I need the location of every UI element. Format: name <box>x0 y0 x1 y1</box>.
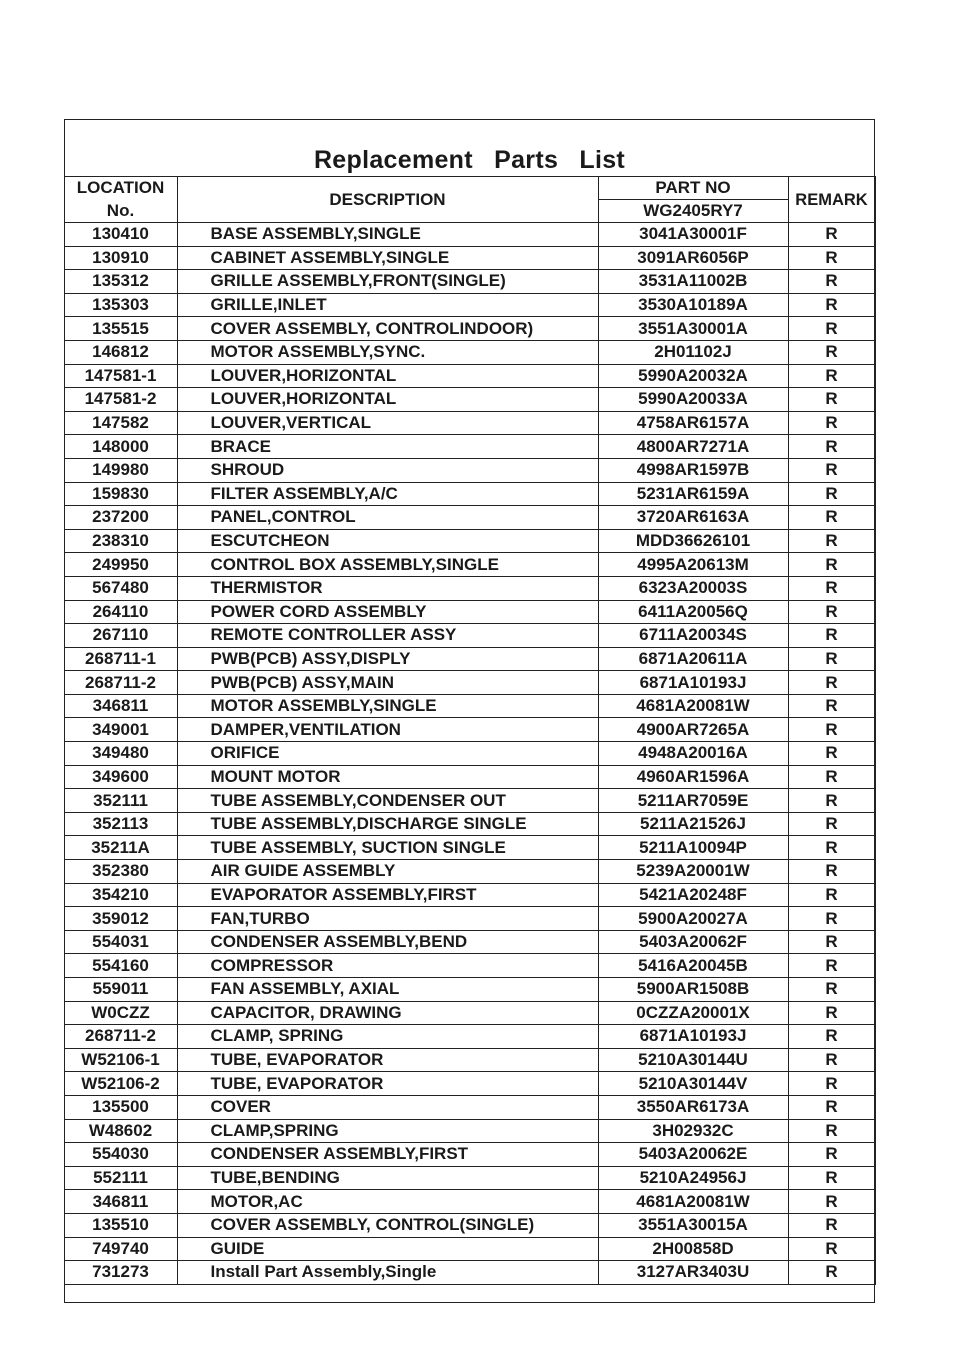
parts-list-sheet <box>64 119 875 1303</box>
remark-cell: R <box>788 1213 875 1237</box>
part-no-cell: 3127AR3403U <box>598 1261 788 1285</box>
remark-cell: R <box>788 978 875 1002</box>
table-row <box>64 694 875 718</box>
description-cell: POWER CORD ASSEMBLY <box>177 600 598 624</box>
table-row <box>64 388 875 412</box>
part-no-cell: 6323A20003S <box>598 576 788 600</box>
part-no-cell: 4960AR1596A <box>598 765 788 789</box>
location-cell: 346811 <box>64 1190 177 1214</box>
part-no-cell: 3091AR6056P <box>598 246 788 270</box>
location-cell: 249950 <box>64 553 177 577</box>
remark-cell: R <box>788 482 875 506</box>
table-row <box>64 411 875 435</box>
table-row <box>64 1143 875 1167</box>
location-cell: W48602 <box>64 1119 177 1143</box>
part-no-cell: 5210A30144U <box>598 1048 788 1072</box>
remark-cell: R <box>788 293 875 317</box>
header-part-no: PART NO <box>598 177 788 200</box>
remark-cell: R <box>788 364 875 388</box>
remark-cell: R <box>788 1048 875 1072</box>
description-cell: CONTROL BOX ASSEMBLY,SINGLE <box>177 553 598 577</box>
page-title: Replacement Parts List <box>313 146 626 174</box>
part-no-cell: 5421A20248F <box>598 883 788 907</box>
part-no-cell: 5211A21526J <box>598 812 788 836</box>
part-no-cell: 2H00858D <box>598 1237 788 1261</box>
location-cell: 135312 <box>64 270 177 294</box>
remark-cell: R <box>788 671 875 695</box>
table-row <box>64 482 875 506</box>
part-no-cell: 4998AR1597B <box>598 458 788 482</box>
part-no-cell: 3530A10189A <box>598 293 788 317</box>
part-no-cell: 3041A30001F <box>598 223 788 247</box>
part-no-cell: 5211AR7059E <box>598 789 788 813</box>
remark-cell: R <box>788 435 875 459</box>
location-cell: 554031 <box>64 930 177 954</box>
location-cell: 135500 <box>64 1095 177 1119</box>
remark-cell: R <box>788 506 875 530</box>
table-row <box>64 671 875 695</box>
remark-cell: R <box>788 883 875 907</box>
location-cell: 135303 <box>64 293 177 317</box>
table-row <box>64 1048 875 1072</box>
description-cell: CAPACITOR, DRAWING <box>177 1001 598 1025</box>
table-row <box>64 293 875 317</box>
remark-cell: R <box>788 836 875 860</box>
location-cell: 135510 <box>64 1213 177 1237</box>
location-cell: 567480 <box>64 576 177 600</box>
location-cell: 149980 <box>64 458 177 482</box>
location-cell: W0CZZ <box>64 1001 177 1025</box>
table-row <box>64 1072 875 1096</box>
remark-cell: R <box>788 1095 875 1119</box>
part-no-cell: 5210A30144V <box>598 1072 788 1096</box>
remark-cell: R <box>788 1237 875 1261</box>
description-cell: FAN ASSEMBLY, AXIAL <box>177 978 598 1002</box>
table-row <box>64 270 875 294</box>
location-cell: 147581-1 <box>64 364 177 388</box>
location-cell: 146812 <box>64 340 177 364</box>
part-no-cell: 0CZZA20001X <box>598 1001 788 1025</box>
location-cell: 349480 <box>64 742 177 766</box>
part-no-cell: 6871A10193J <box>598 671 788 695</box>
parts-table <box>64 176 876 1285</box>
description-cell: LOUVER,HORIZONTAL <box>177 364 598 388</box>
location-cell: 352380 <box>64 860 177 884</box>
remark-cell: R <box>788 317 875 341</box>
location-cell: 135515 <box>64 317 177 341</box>
part-no-cell: 5403A20062E <box>598 1143 788 1167</box>
remark-cell: R <box>788 930 875 954</box>
remark-cell: R <box>788 1025 875 1049</box>
location-cell: 731273 <box>64 1261 177 1285</box>
remark-cell: R <box>788 860 875 884</box>
remark-cell: R <box>788 458 875 482</box>
part-no-cell: MDD36626101 <box>598 529 788 553</box>
description-cell: CONDENSER ASSEMBLY,BEND <box>177 930 598 954</box>
remark-cell: R <box>788 1072 875 1096</box>
description-cell: BRACE <box>177 435 598 459</box>
part-no-cell: 6711A20034S <box>598 624 788 648</box>
location-cell: 268711-1 <box>64 647 177 671</box>
remark-cell: R <box>788 907 875 931</box>
location-cell: 264110 <box>64 600 177 624</box>
part-no-cell: 3720AR6163A <box>598 506 788 530</box>
part-no-cell: 5231AR6159A <box>598 482 788 506</box>
part-no-cell: 4900AR7265A <box>598 718 788 742</box>
table-row <box>64 954 875 978</box>
table-row <box>64 1166 875 1190</box>
location-cell: 352113 <box>64 812 177 836</box>
table-row <box>64 836 875 860</box>
part-no-cell: 5403A20062F <box>598 930 788 954</box>
description-cell: AIR GUIDE ASSEMBLY <box>177 860 598 884</box>
location-cell: W52106-1 <box>64 1048 177 1072</box>
table-row <box>64 1190 875 1214</box>
location-cell: 147581-2 <box>64 388 177 412</box>
part-no-cell: 5990A20033A <box>598 388 788 412</box>
description-cell: FAN,TURBO <box>177 907 598 931</box>
location-cell: 349001 <box>64 718 177 742</box>
table-row <box>64 1095 875 1119</box>
part-no-cell: 4681A20081W <box>598 694 788 718</box>
description-cell: EVAPORATOR ASSEMBLY,FIRST <box>177 883 598 907</box>
table-row <box>64 576 875 600</box>
description-cell: LOUVER,VERTICAL <box>177 411 598 435</box>
part-no-cell: 3551A30001A <box>598 317 788 341</box>
remark-cell: R <box>788 1001 875 1025</box>
remark-cell: R <box>788 718 875 742</box>
location-cell: 346811 <box>64 694 177 718</box>
remark-cell: R <box>788 1166 875 1190</box>
location-cell: 268711-2 <box>64 671 177 695</box>
header-location-no: No. <box>64 200 177 223</box>
description-cell: MOTOR,AC <box>177 1190 598 1214</box>
remark-cell: R <box>788 694 875 718</box>
remark-cell: R <box>788 223 875 247</box>
description-cell: MOTOR ASSEMBLY,SINGLE <box>177 694 598 718</box>
table-row <box>64 317 875 341</box>
location-cell: 268711-2 <box>64 1025 177 1049</box>
table-row <box>64 1001 875 1025</box>
part-no-cell: 5900A20027A <box>598 907 788 931</box>
remark-cell: R <box>788 1190 875 1214</box>
table-row <box>64 765 875 789</box>
location-cell: 147582 <box>64 411 177 435</box>
part-no-cell: 3531A11002B <box>598 270 788 294</box>
table-row <box>64 647 875 671</box>
table-row <box>64 223 875 247</box>
description-cell: FILTER ASSEMBLY,A/C <box>177 482 598 506</box>
remark-cell: R <box>788 624 875 648</box>
location-cell: 237200 <box>64 506 177 530</box>
part-no-cell: 3550AR6173A <box>598 1095 788 1119</box>
part-no-cell: 5416A20045B <box>598 954 788 978</box>
location-cell: W52106-2 <box>64 1072 177 1096</box>
description-cell: TUBE ASSEMBLY, SUCTION SINGLE <box>177 836 598 860</box>
remark-cell: R <box>788 647 875 671</box>
description-cell: BASE ASSEMBLY,SINGLE <box>177 223 598 247</box>
table-row <box>64 978 875 1002</box>
location-cell: 554030 <box>64 1143 177 1167</box>
description-cell: ORIFICE <box>177 742 598 766</box>
part-no-cell: 6411A20056Q <box>598 600 788 624</box>
description-cell: LOUVER,HORIZONTAL <box>177 388 598 412</box>
description-cell: COVER <box>177 1095 598 1119</box>
remark-cell: R <box>788 411 875 435</box>
table-header <box>64 177 875 223</box>
part-no-cell: 3551A30015A <box>598 1213 788 1237</box>
part-no-cell: 5900AR1508B <box>598 978 788 1002</box>
description-cell: SHROUD <box>177 458 598 482</box>
table-row <box>64 529 875 553</box>
description-cell: TUBE, EVAPORATOR <box>177 1048 598 1072</box>
table-row <box>64 506 875 530</box>
table-row <box>64 340 875 364</box>
location-cell: 559011 <box>64 978 177 1002</box>
description-cell: ESCUTCHEON <box>177 529 598 553</box>
description-cell: GRILLE,INLET <box>177 293 598 317</box>
remark-cell: R <box>788 1119 875 1143</box>
description-cell: MOUNT MOTOR <box>177 765 598 789</box>
description-cell: PWB(PCB) ASSY,DISPLY <box>177 647 598 671</box>
part-no-cell: 5239A20001W <box>598 860 788 884</box>
description-cell: Install Part Assembly,Single <box>177 1261 598 1285</box>
location-cell: 352111 <box>64 789 177 813</box>
table-row <box>64 860 875 884</box>
part-no-cell: 5210A24956J <box>598 1166 788 1190</box>
remark-cell: R <box>788 246 875 270</box>
location-cell: 159830 <box>64 482 177 506</box>
location-cell: 359012 <box>64 907 177 931</box>
description-cell: CLAMP, SPRING <box>177 1025 598 1049</box>
location-cell: 130410 <box>64 223 177 247</box>
table-row <box>64 907 875 931</box>
description-cell: PANEL,CONTROL <box>177 506 598 530</box>
remark-cell: R <box>788 553 875 577</box>
part-no-cell: 4681A20081W <box>598 1190 788 1214</box>
table-row <box>64 1261 875 1285</box>
description-cell: PWB(PCB) ASSY,MAIN <box>177 671 598 695</box>
remark-cell: R <box>788 1143 875 1167</box>
table-row <box>64 789 875 813</box>
remark-cell: R <box>788 765 875 789</box>
table-row <box>64 553 875 577</box>
table-row <box>64 458 875 482</box>
description-cell: COVER ASSEMBLY, CONTROL(SINGLE) <box>177 1213 598 1237</box>
table-row <box>64 600 875 624</box>
location-cell: 349600 <box>64 765 177 789</box>
table-row <box>64 742 875 766</box>
description-cell: GUIDE <box>177 1237 598 1261</box>
description-cell: TUBE ASSEMBLY,CONDENSER OUT <box>177 789 598 813</box>
table-row <box>64 1237 875 1261</box>
part-no-cell: 5211A10094P <box>598 836 788 860</box>
part-no-cell: 2H01102J <box>598 340 788 364</box>
remark-cell: R <box>788 340 875 364</box>
header-description: DESCRIPTION <box>177 177 598 223</box>
table-row <box>64 812 875 836</box>
part-no-cell: 3H02932C <box>598 1119 788 1143</box>
description-cell: CLAMP,SPRING <box>177 1119 598 1143</box>
location-cell: 552111 <box>64 1166 177 1190</box>
description-cell: TUBE, EVAPORATOR <box>177 1072 598 1096</box>
header-location: LOCATION <box>64 177 177 200</box>
location-cell: 749740 <box>64 1237 177 1261</box>
location-cell: 35211A <box>64 836 177 860</box>
part-no-cell: 4948A20016A <box>598 742 788 766</box>
part-no-cell: 4800AR7271A <box>598 435 788 459</box>
description-cell: THERMISTOR <box>177 576 598 600</box>
header-model: WG2405RY7 <box>598 200 788 223</box>
location-cell: 238310 <box>64 529 177 553</box>
table-row <box>64 1025 875 1049</box>
location-cell: 267110 <box>64 624 177 648</box>
part-no-cell: 5990A20032A <box>598 364 788 388</box>
remark-cell: R <box>788 789 875 813</box>
description-cell: REMOTE CONTROLLER ASSY <box>177 624 598 648</box>
table-row <box>64 624 875 648</box>
part-no-cell: 6871A10193J <box>598 1025 788 1049</box>
remark-cell: R <box>788 388 875 412</box>
description-cell: DAMPER,VENTILATION <box>177 718 598 742</box>
remark-cell: R <box>788 576 875 600</box>
table-row <box>64 930 875 954</box>
table-row <box>64 246 875 270</box>
location-cell: 130910 <box>64 246 177 270</box>
location-cell: 354210 <box>64 883 177 907</box>
description-cell: CONDENSER ASSEMBLY,FIRST <box>177 1143 598 1167</box>
table-row <box>64 1213 875 1237</box>
header-remark: REMARK <box>788 177 875 223</box>
part-no-cell: 6871A20611A <box>598 647 788 671</box>
location-cell: 554160 <box>64 954 177 978</box>
remark-cell: R <box>788 600 875 624</box>
description-cell: MOTOR ASSEMBLY,SYNC. <box>177 340 598 364</box>
description-cell: COMPRESSOR <box>177 954 598 978</box>
description-cell: GRILLE ASSEMBLY,FRONT(SINGLE) <box>177 270 598 294</box>
description-cell: TUBE,BENDING <box>177 1166 598 1190</box>
description-cell: CABINET ASSEMBLY,SINGLE <box>177 246 598 270</box>
remark-cell: R <box>788 812 875 836</box>
table-row <box>64 435 875 459</box>
part-no-cell: 4995A20613M <box>598 553 788 577</box>
remark-cell: R <box>788 742 875 766</box>
part-no-cell: 4758AR6157A <box>598 411 788 435</box>
table-row <box>64 718 875 742</box>
remark-cell: R <box>788 1261 875 1285</box>
remark-cell: R <box>788 954 875 978</box>
table-body <box>64 223 875 1285</box>
table-row <box>64 364 875 388</box>
table-row <box>64 883 875 907</box>
location-cell: 148000 <box>64 435 177 459</box>
remark-cell: R <box>788 529 875 553</box>
description-cell: COVER ASSEMBLY, CONTROLINDOOR) <box>177 317 598 341</box>
remark-cell: R <box>788 270 875 294</box>
table-row <box>64 1119 875 1143</box>
description-cell: TUBE ASSEMBLY,DISCHARGE SINGLE <box>177 812 598 836</box>
